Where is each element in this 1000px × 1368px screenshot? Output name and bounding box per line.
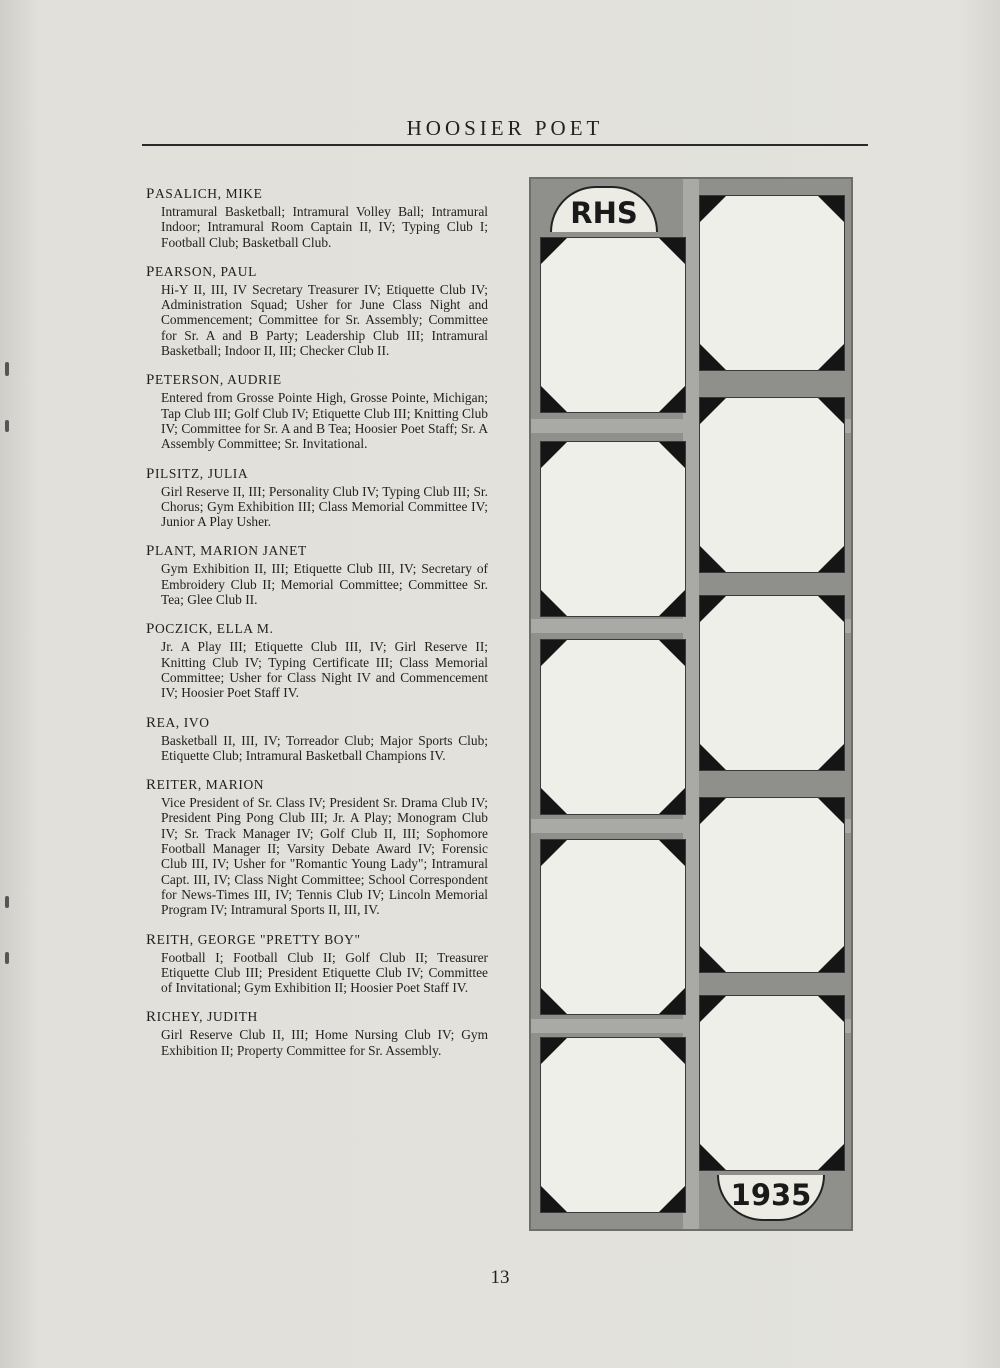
entry-name: PETERSON, AUDRIE: [146, 372, 282, 389]
entry-name: RICHEY, JUDITH: [146, 1009, 258, 1026]
entry-name: REITER, MARION: [146, 777, 265, 794]
binding-mark: [5, 896, 9, 908]
entry-name: POCZICK, ELLA M.: [146, 621, 274, 638]
entry-activities: Hi-Y II, III, IV Secretary Treasurer IV; Etiquette Club IV; Administration Squad; Usher for June Class Night and Commencement; Committee for Sr. Assembly; Committee for Sr. A and B Party; Leadership Club III; Intramural Basketball; Indoor II, III; Checker Club II.: [161, 281, 488, 359]
entry-activities: Entered from Grosse Pointe High, Grosse Pointe, Michigan; Tap Club III; Golf Club IV; Etiquette Club III; Knitting Club IV; Committee for Sr. A and B Tea; Hoosier Poet Staff; Sr. A Assembly Committee; Sr. Invitational.: [161, 390, 488, 452]
portrait-photo: [540, 441, 686, 617]
portrait-photo: [699, 195, 845, 371]
entry-activities: Gym Exhibition II, III; Etiquette Club III, IV; Secretary of Embroidery Club II; Memorial Committee; Committee Sr. Tea; Glee Club II.: [161, 561, 488, 608]
senior-entry: [146, 542, 488, 607]
entry-activities: Girl Reserve II, III; Personality Club IV; Typing Club III; Sr. Chorus; Gym Exhibition III; Class Memorial Committee IV; Junior A Play Usher.: [161, 483, 488, 530]
senior-entries: [146, 185, 488, 1071]
portrait-panel: [529, 177, 853, 1231]
senior-entry: [146, 1008, 488, 1058]
entry-activities: Basketball II, III, IV; Torreador Club; Major Sports Club; Etiquette Club; Intramural Basketball Champions IV.: [161, 732, 488, 763]
portrait-photo: [699, 995, 845, 1171]
portrait-photo: [540, 1037, 686, 1213]
senior-entry: [146, 776, 488, 917]
entry-name: REA, IVO: [146, 714, 210, 731]
page-number: 13: [490, 1267, 510, 1288]
senior-entry: [146, 263, 488, 358]
entry-name: PLANT, MARION JANET: [146, 543, 307, 560]
portrait-photo: [699, 595, 845, 771]
portrait-photo: [699, 797, 845, 973]
entry-activities: Vice President of Sr. Class IV; President Sr. Drama Club IV; President Ping Pong Club III; Jr. A Play; Monogram Club IV; Sr. Track Manager IV; Golf Club II, III; Sophomore Football Manager II; Varsity Debate Award IV; Forensic Club III, IV; Usher for "Romantic Young Lady"; Intramural Capt. III, IV; Class Night Committee; School Correspondent for News-Times III, IV; Tennis Club IV; Lincoln Memorial Program IV; Intramural Sports II, III, IV.: [161, 795, 488, 918]
senior-entry: [146, 465, 488, 530]
entry-name: PILSITZ, JULIA: [146, 465, 249, 482]
portrait-photo: [540, 237, 686, 413]
binding-mark: [5, 420, 9, 432]
entry-name: PEARSON, PAUL: [146, 263, 257, 280]
senior-entry: [146, 620, 488, 700]
page-header-title: HOOSIER POET: [406, 116, 604, 140]
rhs-badge: RHS: [550, 186, 658, 232]
binding-mark: [5, 952, 9, 964]
entry-name: PASALICH, MIKE: [146, 186, 263, 202]
portrait-photo: [540, 639, 686, 815]
binding-mark: [5, 362, 9, 376]
entry-name: REITH, GEORGE "PRETTY BOY": [146, 931, 361, 948]
portrait-photo: [699, 397, 845, 573]
entry-activities: Intramural Basketball; Intramural Volley Ball; Intramural Indoor; Intramural Room Captain II, IV; Typing Club I; Football Club; Basketball Club.: [161, 204, 488, 250]
entry-activities: Football I; Football Club II; Golf Club II; Treasurer Etiquette Club III; President Etiquette Club IV; Committee of Invitational; Gym Exhibition II; Hoosier Poet Staff IV.: [161, 949, 488, 996]
year-badge: 1935: [717, 1175, 825, 1221]
portrait-photo: [540, 839, 686, 1015]
entry-activities: Girl Reserve Club II, III; Home Nursing Club IV; Gym Exhibition II; Property Committee for Sr. Assembly.: [161, 1027, 488, 1058]
senior-entry: [146, 714, 488, 764]
senior-entry: [146, 371, 488, 451]
entry-activities: Jr. A Play III; Etiquette Club III, IV; Girl Reserve II; Knitting Club IV; Typing Certificate III; Class Memorial Committee; Usher for Class Night IV and Commencement IV; Hoosier Poet Staff IV.: [161, 639, 488, 701]
senior-entry: [146, 185, 488, 250]
senior-entry: [146, 931, 488, 996]
header-rule: [142, 144, 868, 146]
